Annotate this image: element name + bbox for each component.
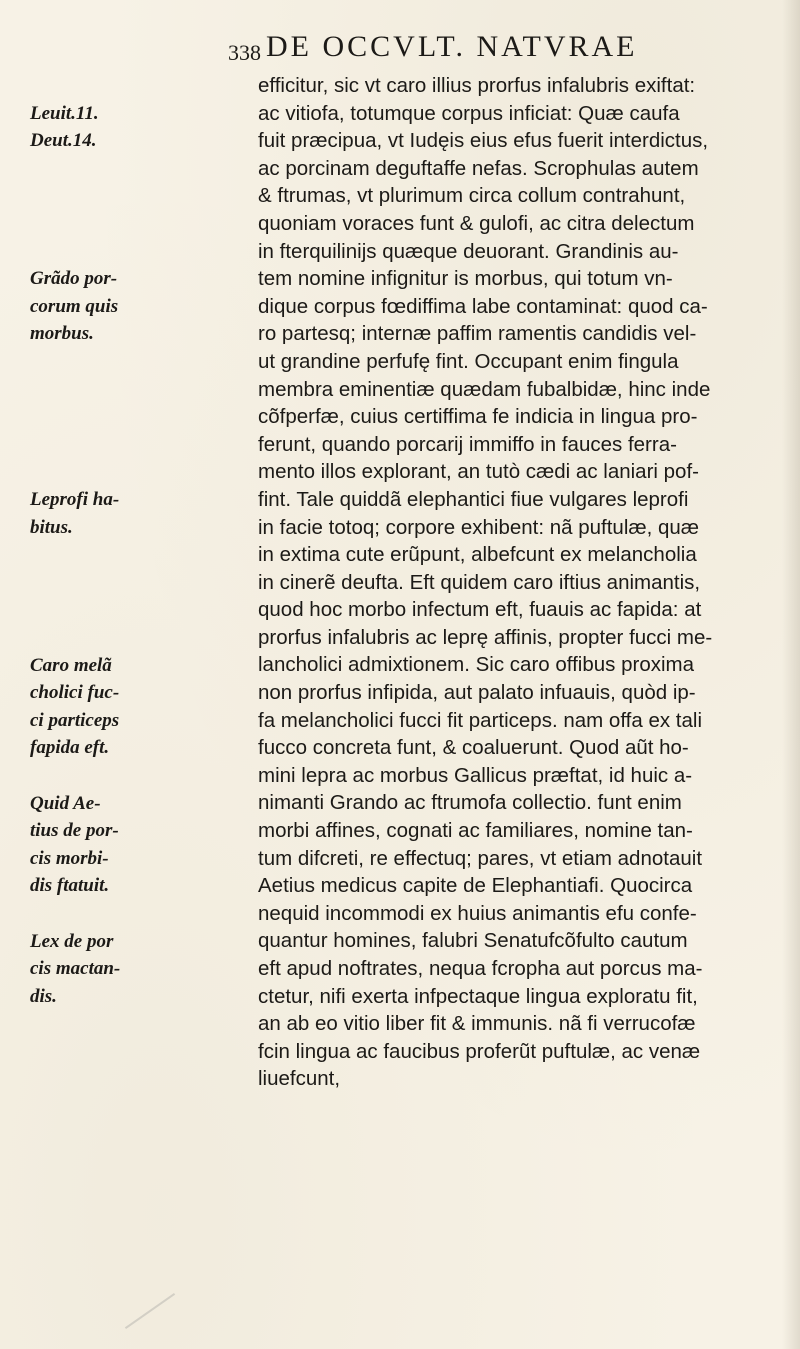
text-line: ctetur, nifi exerta infpectaque lingua exploratu fit, xyxy=(258,984,698,1008)
text-line: ut grandine perfufę fint. Occupant enim fingula xyxy=(258,349,679,373)
text-line: cõfperfæ, cuius certiffima fe indicia in lingua pro- xyxy=(258,405,698,429)
text-line: membra eminentiæ quædam fubalbidæ, hinc inde xyxy=(258,377,711,401)
text-line: tem nomine infignitur is morbus, qui totum vn- xyxy=(258,267,673,291)
margin-note xyxy=(30,652,252,762)
margin-note-line: Quid Ae- xyxy=(30,792,101,814)
margin-note-line: ci particeps xyxy=(30,709,120,731)
text-line: in fterquilinijs quæque deuorant. Grandinis au- xyxy=(258,239,679,263)
margin-note xyxy=(30,100,252,128)
margin-note xyxy=(30,265,252,348)
text-line: prorfus infalubris ac leprę affinis, propter fucci me- xyxy=(258,625,713,649)
text-line: nequid incommodi ex huius animantis efu confe- xyxy=(258,901,697,925)
margin-note-line: dis ftatuit. xyxy=(30,875,110,897)
text-line: & ftrumas, vt plurimum circa collum contrahunt, xyxy=(258,184,686,208)
page-number: 338 xyxy=(228,40,261,65)
margin-note-line: tius de por- xyxy=(30,820,119,842)
margin-note-line: morbus. xyxy=(30,323,94,345)
text-line: fuit præcipua, vt Iudęis eius efus fuerit interdictus, xyxy=(258,129,709,153)
text-line: tum difcreti, re effectuq; pares, vt etiam adnotauit xyxy=(258,846,703,870)
text-line: dique corpus fœdiffima labe contaminat: quod ca- xyxy=(258,294,708,318)
text-line: quantur homines, falubri Senatufcõfulto cautum xyxy=(258,929,688,953)
text-line: ro partesq; internæ paffim ramentis candidis vel- xyxy=(258,322,697,346)
text-line: ferunt, quando porcarij immiffo in fauces ferra- xyxy=(258,432,677,456)
margin-note-line: bitus. xyxy=(30,516,73,538)
text-line: fucco concreta funt, & coaluerunt. Quod aũt ho- xyxy=(258,736,689,760)
text-line: ac porcinam deguftaffe nefas. Scrophulas autem xyxy=(258,156,699,180)
text-line: eft apud noftrates, nequa fcropha aut porcus ma- xyxy=(258,957,703,980)
text-line: fint. Tale quiddã elephantici fiue vulgares leprofi xyxy=(258,487,689,511)
margin-note-line: Grãdo por- xyxy=(30,268,118,290)
margin-note-line: Lex de por xyxy=(30,930,114,952)
margin-note-line: Caro melã xyxy=(30,654,112,676)
margin-note-line: corum quis xyxy=(30,295,119,317)
text-line: quoniam voraces funt & gulofi, ac citra delectum xyxy=(258,211,695,235)
margin-note xyxy=(30,486,252,541)
page-edge-shadow xyxy=(782,0,800,1349)
text-line: fcin lingua ac faucibus proferũt puftulæ, ac venæ xyxy=(258,1039,701,1063)
text-line: in cinerẽ deufta. Eft quidem caro iftius animantis, xyxy=(258,570,701,594)
margin-note-line: cis mactan- xyxy=(30,958,121,980)
text-line: morbi affines, cognati ac familiares, nomine tan- xyxy=(258,819,693,843)
text-line: mento illos explorant, an tutò cædi ac laniari pof- xyxy=(258,460,699,484)
margin-note-line: fapida eft. xyxy=(30,737,110,759)
text-line: liuefcunt, xyxy=(258,1067,341,1091)
margin-note xyxy=(30,790,252,900)
text-line: mini lepra ac morbus Gallicus præftat, id huic a- xyxy=(258,763,693,787)
text-line: quod hoc morbo infectum eft, fuauis ac fapida: at xyxy=(258,598,702,622)
margin-note-line: Leuit.11. xyxy=(30,102,99,124)
text-line: non prorfus infipida, aut palato infuauis, quòd ip- xyxy=(258,681,696,705)
running-head: DE OCCVLT. NATVRAE xyxy=(266,30,638,63)
margin-note-line: Leprofi ha- xyxy=(30,489,120,510)
text-line: nimanti Grando ac ftrumofa collectio. funt enim xyxy=(258,791,682,815)
text-line: fa melancholici fucci fit particeps. nam offa ex tali xyxy=(258,708,702,732)
margin-note-line: dis. xyxy=(30,985,57,1007)
body-text xyxy=(258,72,778,1093)
text-line: an ab eo vitio liber fit & immunis. nã fi verrucofæ xyxy=(258,1012,696,1036)
text-line: in facie totoq; corpore exhibent: nã puftulæ, quæ xyxy=(258,515,700,539)
text-line: efficitur, sic vt caro illius prorfus infalubris exiftat: xyxy=(258,74,696,97)
text-line: Aetius medicus capite de Elephantiafi. Quocirca xyxy=(258,874,693,898)
margin-note-line: cis morbi- xyxy=(30,847,109,869)
text-line: in extima cute erũpunt, albefcunt ex melancholia xyxy=(258,543,697,567)
text-line: ac vitiofa, totumque corpus inficiat: Quæ caufa xyxy=(258,101,680,125)
margin-note xyxy=(30,928,252,1011)
margin-note xyxy=(30,127,252,155)
pen-mark xyxy=(125,1293,175,1329)
text-line: lancholici admixtionem. Sic caro offibus proxima xyxy=(258,653,695,677)
page-header xyxy=(228,30,748,70)
margin-note-line: cholici fuc- xyxy=(30,682,120,704)
margin-note-line: Deut.14. xyxy=(30,130,97,152)
